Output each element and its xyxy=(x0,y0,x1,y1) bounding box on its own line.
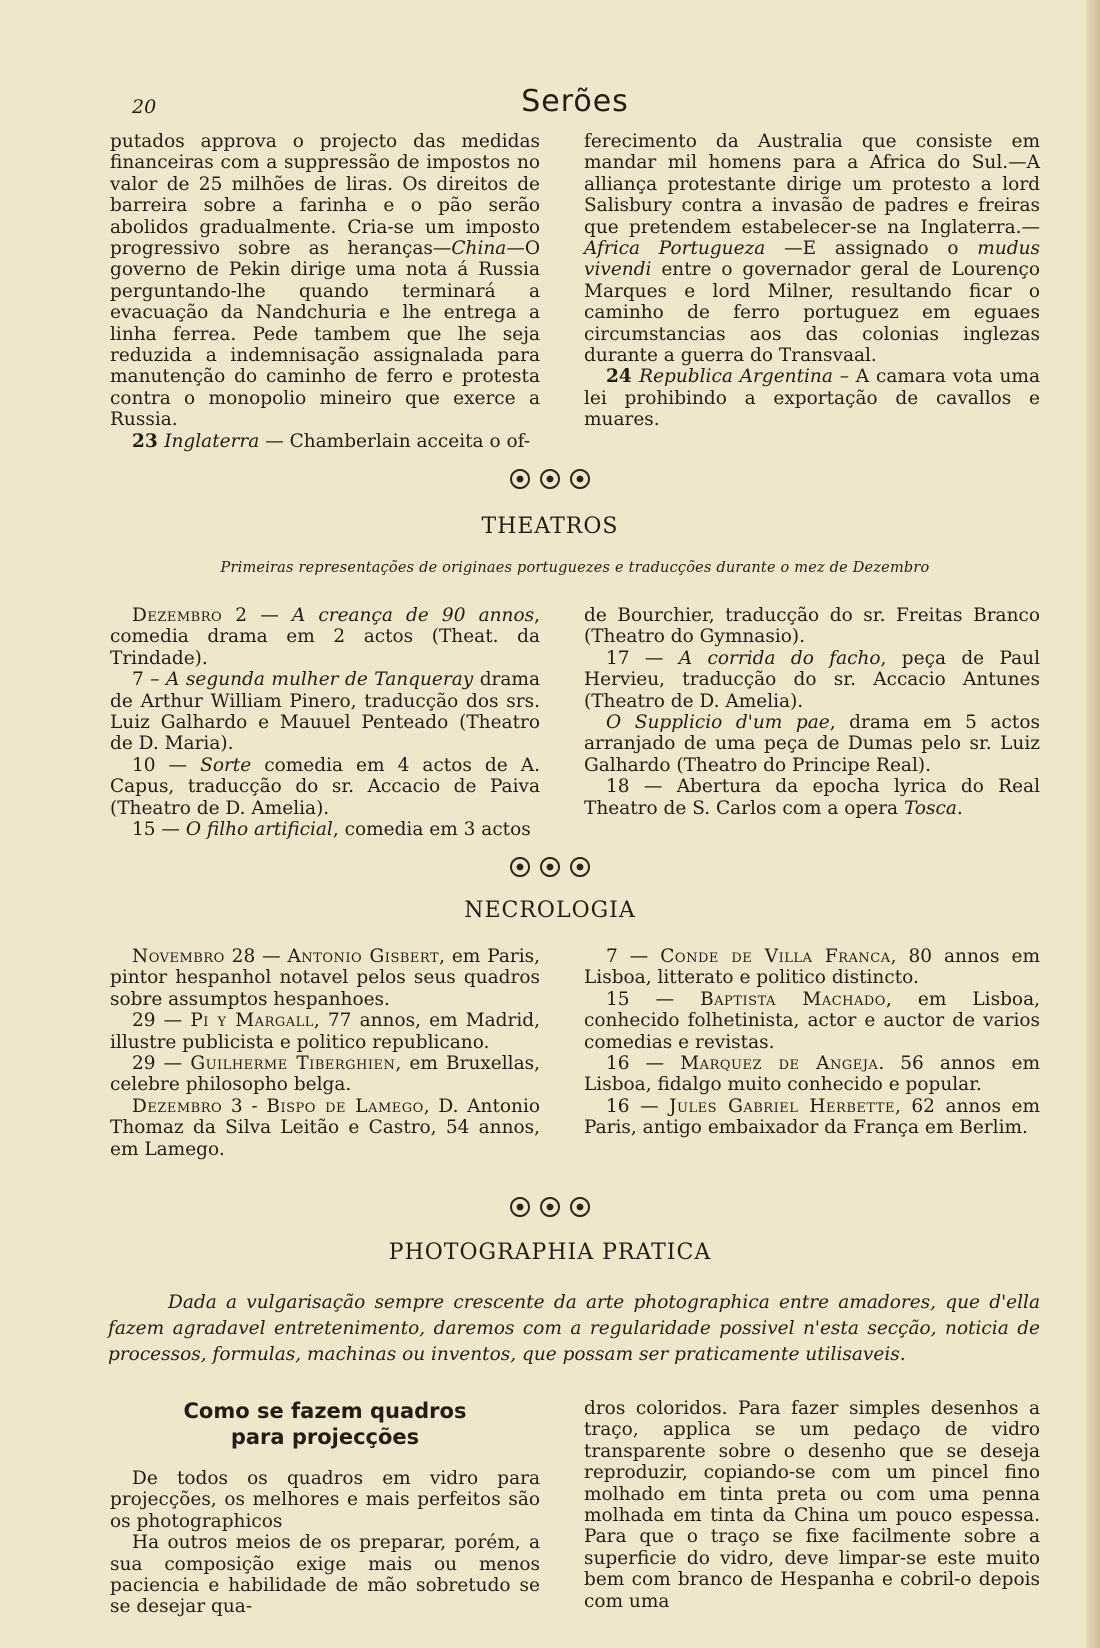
paragraph xyxy=(110,819,540,840)
paragraph xyxy=(110,1096,540,1160)
italic-text: Republica Argentina xyxy=(639,366,833,388)
paragraph xyxy=(584,605,1040,648)
paragraph xyxy=(584,712,1040,776)
text-run: , em Lisboa, conhecido folhetinista, actor e auctor de varios comedias e revistas. xyxy=(584,988,1040,1053)
paragraph xyxy=(110,431,540,452)
theatros-right-column xyxy=(584,605,1040,819)
paragraph xyxy=(110,1532,540,1618)
text-run: , comedia em 3 actos xyxy=(332,819,531,841)
ornament-icon xyxy=(510,469,530,489)
italic-text: Inglaterra xyxy=(164,430,260,452)
text-run: 10 — xyxy=(132,754,201,776)
text-run: 15 — xyxy=(132,819,186,841)
text-run: , 80 annos em Lisboa, litterato e politico distincto. xyxy=(584,946,1040,989)
paragraph xyxy=(110,1010,540,1053)
small-caps-text: Dezembro xyxy=(132,1095,223,1117)
italic-text: Tosca xyxy=(903,797,957,819)
text-run: 18 — Abertura da epocha lyrica do Real Theatro de S. Carlos com a opera xyxy=(584,776,1040,819)
journal-title: Serões xyxy=(521,84,629,119)
small-caps-text: Dezembro xyxy=(132,605,223,626)
small-caps-text: Baptista Machado xyxy=(700,988,886,1010)
text-run: 2 — xyxy=(222,605,292,626)
text-run: 3 - xyxy=(222,1095,267,1117)
italic-text: China xyxy=(451,238,507,260)
italic-text: O Supplicio d'um pae xyxy=(606,712,830,734)
text-run: . xyxy=(956,797,963,819)
text-run: Ha outros meios de os preparar, porém, a sua composição exige mais ou menos paciencia e habilidade de mão sobretudo se se desejar qua- xyxy=(110,1532,540,1618)
article-title xyxy=(110,1398,540,1450)
paragraph xyxy=(110,605,540,669)
paragraph xyxy=(110,131,540,431)
text-run: , em Paris, pintor hespanhol notavel pelos seus quadros sobre assumptos hespanhoes. xyxy=(110,946,540,1010)
small-caps-text: Marquez de Angeja xyxy=(680,1053,879,1075)
paragraph xyxy=(584,1398,1040,1612)
text-run: entre o governador geral de Lourenço Marques e lord Milner, resultando ficar o caminho de ferro portuguez em eguaes circumstancias aos das colonias inglezas durante a guerra do Transvaal. xyxy=(584,259,1040,367)
ornament-icon xyxy=(540,1197,560,1217)
italic-text: O filho artificial xyxy=(185,819,333,841)
italic-text: mudus vivendi xyxy=(584,238,1040,281)
paragraph xyxy=(584,648,1040,712)
paragraph xyxy=(584,366,1040,430)
ornament-icon xyxy=(570,1197,590,1217)
photographia-title: PHOTOGRAPHIA PRATICA xyxy=(388,1240,712,1265)
bold-text: 23 xyxy=(132,430,165,452)
photographia-right-column xyxy=(584,1398,1040,1612)
necrologia-title: NECROLOGIA xyxy=(464,898,636,923)
paragraph xyxy=(584,131,1040,366)
text-run: comedia em 4 actos de A. Capus, traducção do sr. Accacio de Paiva (Theatro de D. Amelia). xyxy=(110,754,540,819)
theatros-left-column xyxy=(110,605,540,840)
ornament-icon xyxy=(540,469,560,489)
text-run: , comedia drama em 2 actos (Theat. da Trindade). xyxy=(110,605,540,669)
photographia-intro-text: Dada a vulgarisação sempre crescente da arte photographica entre amadores, que d'ella fazem agradavel entretenimento, daremos com a regularidade possivel n'esta secção, noticia de processos, formulas, machinas ou inventos, que possam ser praticamente utilisaveis. xyxy=(108,1292,1040,1365)
italic-text: A creança de 90 annos xyxy=(291,605,535,626)
section-ornament xyxy=(0,1195,1100,1217)
italic-text: Sorte xyxy=(200,754,252,776)
small-caps-text: Novembro xyxy=(132,946,225,967)
necrologia-left-column xyxy=(110,946,540,1160)
paragraph xyxy=(110,669,540,755)
text-run: dros coloridos. Para fazer simples desenhos a traço, applica se um pedaço de vidro transparente sobre o desenho que se deseja reproduzir, copiando-se com um pincel fino molhado em tinta preta ou com uma penna molhada em tinta da China um pouco espessa. Para que o traço se fixe facilmente sobre a superficie do vidro, deve limpar-se este muito bem com branco de Hespanha e cobril-o depois com uma xyxy=(584,1398,1040,1612)
paragraph xyxy=(584,776,1040,819)
chronicle-right-column xyxy=(584,131,1040,431)
text-run: —E assignado o xyxy=(765,238,978,260)
text-run: 29 — xyxy=(132,1053,191,1075)
text-run: , drama em 5 actos arranjado de uma peça de Dumas pelo sr. Luiz Galhardo (Theatro do Principe Real). xyxy=(584,712,1040,776)
text-run: 7 – xyxy=(132,669,167,691)
text-run: De todos os quadros em vidro para projecções, os melhores e mais perfeitos são os photographicos xyxy=(110,1468,540,1532)
page-number: 20 xyxy=(132,96,157,118)
text-run: , em Bruxellas, celebre philosopho belga. xyxy=(110,1053,540,1096)
italic-text: Africa Portugueza xyxy=(584,238,766,260)
article-title-line: para projecções xyxy=(230,1425,420,1449)
italic-text: A segunda mulher de Tanqueray xyxy=(166,669,474,691)
ornament-icon xyxy=(510,857,530,877)
paragraph xyxy=(110,1468,540,1532)
text-run: , 62 annos em Paris, antigo embaixador da França em Berlim. xyxy=(584,1095,1040,1139)
ornament-icon xyxy=(570,857,590,877)
small-caps-text: Bispo de Lamego xyxy=(266,1095,424,1117)
ornament-icon xyxy=(510,1197,530,1217)
text-run: 15 — xyxy=(606,988,701,1010)
text-run: 28 — xyxy=(224,946,288,967)
theatros-subtitle: Primeiras representações de originaes portuguezes e traducções durante o mez de Dezembro xyxy=(220,560,930,576)
small-caps-text: Jules Gabriel Herbette xyxy=(669,1095,895,1117)
small-caps-text: Pi y Margall xyxy=(190,1010,314,1032)
text-run: ferecimento da Australia que consiste em mandar mil homens para a Africa do Sul.—A alliança protestante dirige um protesto a lord Salisbury contra a invasão de padres e freiras que pretendem estabelecer-se na Inglaterra.— xyxy=(584,131,1040,238)
ornament-icon xyxy=(570,469,590,489)
paragraph xyxy=(584,946,1040,989)
small-caps-text: Guilherme Tiberghien xyxy=(190,1053,396,1075)
section-ornament xyxy=(0,855,1100,877)
paragraph xyxy=(584,1096,1040,1139)
ornament-icon xyxy=(540,857,560,877)
paragraph xyxy=(584,1053,1040,1096)
text-run: — Chamberlain acceita o of- xyxy=(259,430,531,452)
theatros-title: THEATROS xyxy=(481,514,619,539)
text-run: 16 — xyxy=(606,1095,670,1117)
text-run: 29 — xyxy=(132,1010,191,1032)
photographia-intro xyxy=(108,1290,1040,1368)
small-caps-text: Conde de Villa Franca xyxy=(660,946,891,967)
text-run: putados approva o projecto das medidas financeiras com a suppressão de impostos no valor de 25 milhões de liras. Os direitos de barreira sobre a farinha e o pão serão abolidos gradualmente. Cria-se um imposto progressivo sobre as heranças— xyxy=(110,131,540,260)
italic-text: A corrida do facho xyxy=(678,647,881,669)
text-run: – A camara vota uma lei prohibindo a exportação de cavallos e muares. xyxy=(584,366,1040,431)
article-title-line: Como se fazem quadros xyxy=(183,1399,467,1423)
page-edge xyxy=(1086,0,1100,1648)
chronicle-left-column xyxy=(110,131,540,452)
text-run: —O governo de Pekin dirige uma nota á Russia perguntando-lhe quando terminará a evacuação da Nandchuria e lhe entrega a linha ferrea. Pede tambem que lhe seja reduzida a indemnisação assignalada para manutenção do caminho de ferro e protesta contra o monopolio mineiro que exerce a Russia. xyxy=(110,238,540,431)
small-caps-text: Antonio Gisbert xyxy=(287,946,440,967)
paragraph xyxy=(110,1053,540,1096)
text-run: 7 — xyxy=(606,946,661,967)
paragraph xyxy=(110,946,540,1010)
text-run: 16 — xyxy=(606,1053,681,1075)
text-run: , 77 annos, em Madrid, illustre publicista e politico republicano. xyxy=(110,1010,541,1053)
text-run: , D. Antonio Thomaz da Silva Leitão e Castro, 54 annos, em Lamego. xyxy=(110,1095,541,1160)
paragraph xyxy=(584,989,1040,1053)
text-run: . 56 annos em Lisboa, fidalgo muito conhecido e popular. xyxy=(584,1053,1041,1096)
bold-text: 24 xyxy=(606,366,640,388)
text-run: , peça de Paul Hervieu, traducção do sr. Accacio Antunes (Theatro de D. Amelia). xyxy=(584,647,1040,712)
photographia-left-column xyxy=(110,1468,540,1618)
necrologia-right-column xyxy=(584,946,1040,1139)
text-run: drama de Arthur William Pinero, traducção dos srs. Luiz Galhardo e Mauuel Penteado (Theatro de D. Maria). xyxy=(110,669,540,755)
text-run: 17 — xyxy=(606,647,679,669)
page-header xyxy=(110,82,1040,122)
text-run: de Bourchier, traducção do sr. Freitas Branco (Theatro do Gymnasio). xyxy=(584,605,1040,648)
section-ornament xyxy=(0,467,1100,489)
paragraph xyxy=(110,755,540,819)
